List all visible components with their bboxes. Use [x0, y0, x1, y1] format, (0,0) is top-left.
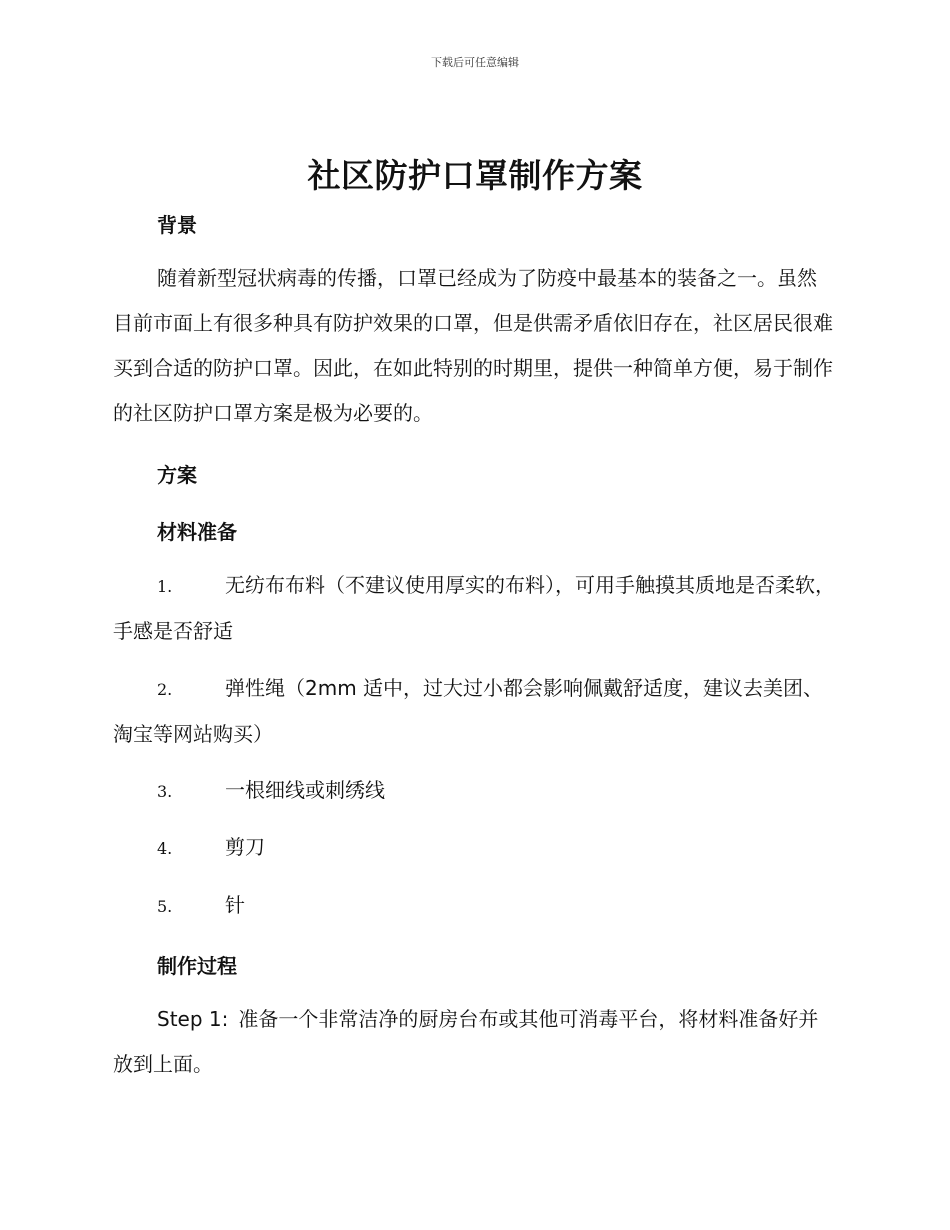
list-number: 2. — [157, 680, 173, 699]
material-item-3 — [113, 768, 835, 814]
list-number: 1. — [157, 577, 173, 596]
background-paragraph: 随着新型冠状病毒的传播，口罩已经成为了防疫中最基本的装备之一。虽然目前市面上有很多种具有防护效果的口罩，但是供需矛盾依旧存在，社区居民很难买到合适的防护口罩。因此，在如此特别的时期里，提供一种简单方便，易于制作的社区防护口罩方案是极为必要的。 — [113, 266, 833, 425]
heading-process: 制作过程 — [157, 954, 237, 978]
list-text: 弹性绳（2mm 适中，过大过小都会影响佩戴舒适度，建议去美团、淘宝等网站购买） — [113, 676, 824, 746]
heading-materials: 材料准备 — [157, 520, 237, 544]
heading-plan: 方案 — [157, 463, 197, 487]
material-item-2 — [113, 666, 835, 757]
material-item-1 — [113, 563, 835, 654]
list-number: 4. — [157, 839, 173, 858]
list-number: 5. — [157, 897, 173, 916]
step-text: 准备一个非常洁净的厨房台布或其他可消毒平台，将材料准备好并放到上面。 — [113, 1007, 819, 1076]
material-item-5 — [113, 883, 835, 929]
heading-background: 背景 — [157, 213, 197, 237]
list-text: 针 — [225, 893, 245, 917]
document-title: 社区防护口罩制作方案 — [307, 156, 643, 195]
list-text: 无纺布布料（不建议使用厚实的布料），可用手触摸其质地是否柔软，手感是否舒适 — [113, 573, 835, 643]
list-text: 剪刀 — [225, 835, 265, 859]
step-label: Step 1: — [157, 1007, 229, 1031]
list-text: 一根细线或刺绣线 — [225, 778, 385, 802]
material-item-4 — [113, 825, 835, 871]
step-1-paragraph — [113, 997, 835, 1087]
page-header: 下载后可任意编辑 — [431, 56, 519, 69]
list-number: 3. — [157, 782, 173, 801]
